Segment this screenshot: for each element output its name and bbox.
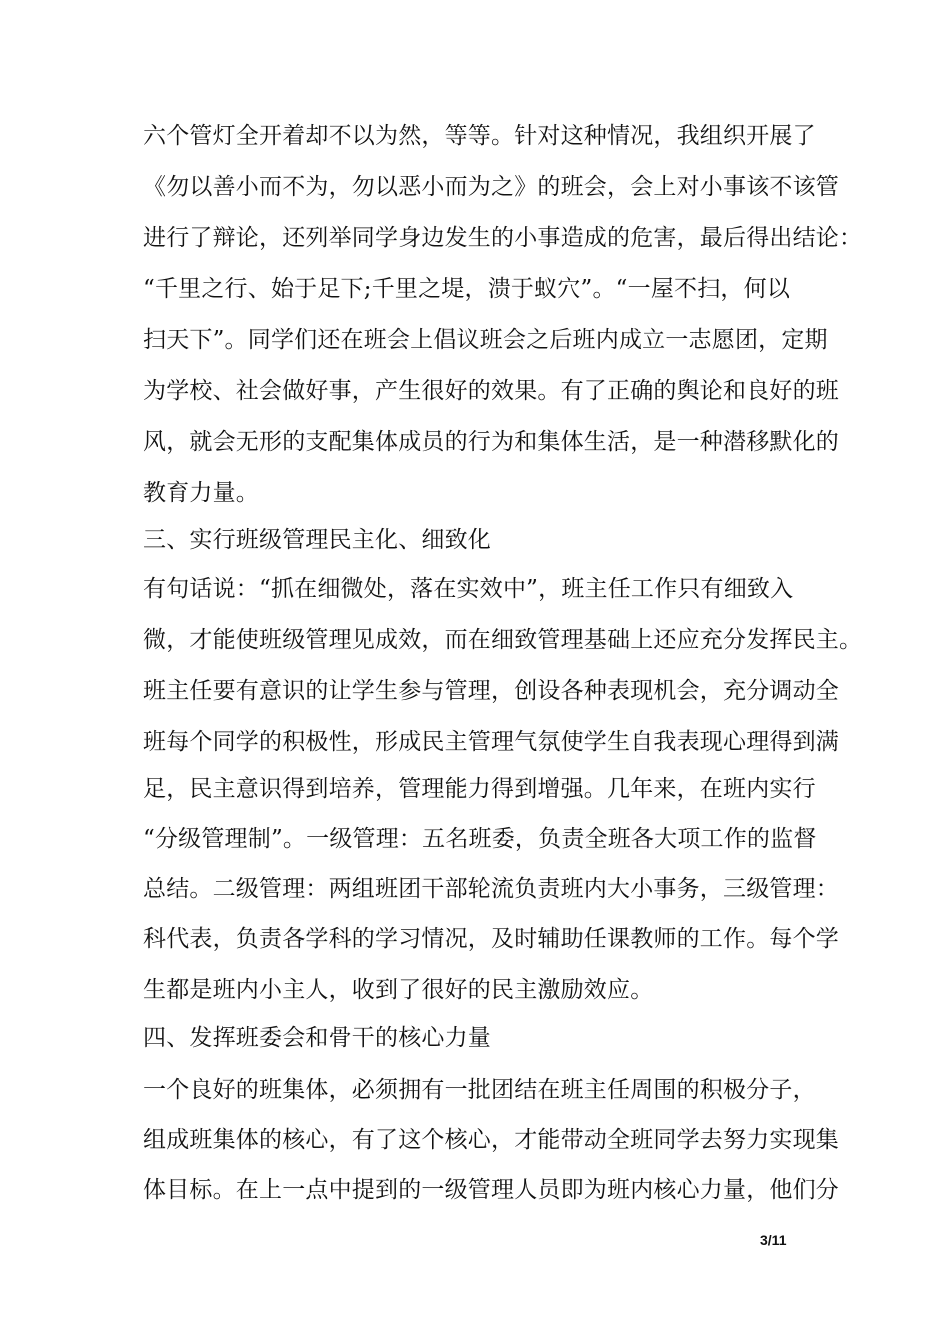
text-line: 教育力量。 (143, 480, 259, 506)
text-line: 有句话说：“抓在细微处，落在实效中”，班主任工作只有细致入 (143, 576, 794, 602)
text-line: 总结。二级管理：两组班团干部轮流负责班内大小事务，三级管理： (143, 876, 839, 902)
page-number: 3/11 (760, 1232, 787, 1248)
text-line: 生都是班内小主人，收到了很好的民主激励效应。 (143, 977, 654, 1003)
text-line: 扫天下”。同学们还在班会上倡议班会之后班内成立一志愿团，定期 (143, 327, 828, 353)
text-line: 组成班集体的核心，有了这个核心，才能带动全班同学去努力实现集 (143, 1127, 839, 1153)
text-line: 六个管灯全开着却不以为然，等等。针对这种情况，我组织开展了 (143, 123, 816, 149)
text-line: “千里之行、始于足下;千里之堤，溃于蚁穴”。“一屋不扫，何以 (143, 276, 791, 302)
text-line: 班每个同学的积极性，形成民主管理气氛使学生自我表现心理得到满 (143, 729, 839, 755)
text-line: 《勿以善小而不为，勿以恶小而为之》的班会，会上对小事该不该管 (143, 174, 839, 200)
section-heading: 四、发挥班委会和骨干的核心力量 (143, 1025, 491, 1051)
text-line: 为学校、社会做好事，产生很好的效果。有了正确的舆论和良好的班 (143, 378, 839, 404)
text-line: 一个良好的班集体，必须拥有一批团结在班主任周围的积极分子， (143, 1077, 816, 1103)
text-line: 体目标。在上一点中提到的一级管理人员即为班内核心力量，他们分 (143, 1177, 839, 1203)
text-line: 微，才能使班级管理见成效，而在细致管理基础上还应充分发挥民主。 (143, 627, 863, 653)
text-line: 足，民主意识得到培养，管理能力得到增强。几年来，在班内实行 (143, 776, 816, 802)
text-line: 科代表，负责各学科的学习情况，及时辅助任课教师的工作。每个学 (143, 926, 839, 952)
text-line: 进行了辩论，还列举同学身边发生的小事造成的危害，最后得出结论： (143, 225, 863, 251)
text-line: “分级管理制”。一级管理：五名班委，负责全班各大项工作的监督 (143, 826, 817, 852)
text-line: 风，就会无形的支配集体成员的行为和集体生活，是一种潜移默化的 (143, 429, 839, 455)
section-heading: 三、实行班级管理民主化、细致化 (143, 527, 491, 553)
text-line: 班主任要有意识的让学生参与管理，创设各种表现机会，充分调动全 (143, 678, 839, 704)
